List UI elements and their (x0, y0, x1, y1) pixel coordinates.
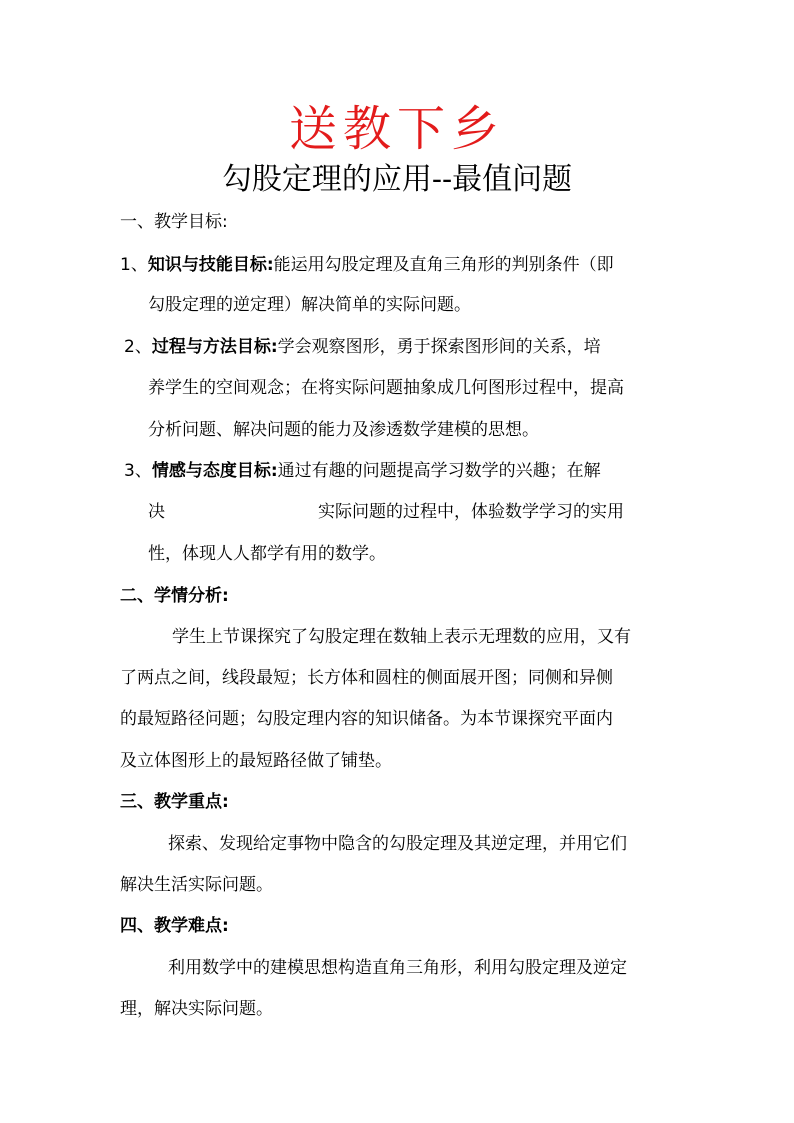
section-4-heading: 四、教学难点: (120, 916, 229, 936)
section-2-heading: 二、学情分析: (120, 586, 229, 606)
goal-1-line-2: 勾股定理的逆定理）解决简单的实际问题。 (148, 295, 471, 315)
goal-3-number: 3、 (124, 461, 152, 481)
goal-3-line-2b: 实际问题的过程中，体验数学学习的实用 (318, 502, 624, 522)
goal-2-line-2: 养学生的空间观念；在将实际问题抽象成几何图形过程中，提高 (148, 378, 624, 398)
goal-2-line-1 (124, 335, 601, 359)
goal-3-label: 情感与态度目标: (151, 461, 278, 481)
section-4-paragraph-line-1: 利用数学中的建模思想构造直角三角形，利用勾股定理及逆定 (168, 958, 627, 978)
goal-1-line-1 (120, 253, 614, 277)
goal-2-number: 2、 (124, 337, 152, 357)
goal-3-text: 通过有趣的问题提高学习数学的兴趣；在解 (277, 461, 601, 481)
goal-3-line-3: 性，体现人人都学有用的数学。 (148, 544, 386, 564)
goal-1-text: 能运用勾股定理及直角三角形的判别条件（即 (273, 255, 614, 275)
goal-2-text: 学会观察图形，勇于探索图形间的关系，培 (277, 337, 601, 357)
section-2-paragraph-line-1: 学生上节课探究了勾股定理在数轴上表示无理数的应用，又有 (172, 627, 631, 647)
goal-2-line-3: 分析问题、解决问题的能力及渗透数学建模的思想。 (148, 420, 539, 440)
document-subtitle: 勾股定理的应用--最值问题 (221, 162, 573, 197)
section-3-heading: 三、教学重点: (120, 792, 229, 812)
section-2-paragraph-line-2: 了两点之间，线段最短；长方体和圆柱的侧面展开图；同侧和异侧 (120, 668, 613, 688)
goal-3-line-1 (124, 459, 601, 483)
goal-1-number: 1、 (120, 255, 148, 275)
document-title: 送教下乡 (288, 101, 505, 157)
section-2-paragraph-line-3: 的最短路径问题；勾股定理内容的知识储备。为本节课探究平面内 (120, 709, 613, 729)
section-3-paragraph-line-2: 解决生活实际问题。 (120, 875, 273, 895)
section-2-paragraph-line-4: 及立体图形上的最短路径做了铺垫。 (120, 751, 392, 771)
section-3-paragraph-line-1: 探索、发现给定事物中隐含的勾股定理及其逆定理，并用它们 (168, 834, 627, 854)
goal-2-label: 过程与方法目标: (151, 337, 278, 357)
section-1-heading: 一、教学目标: (120, 212, 228, 232)
section-4-paragraph-line-2: 理，解决实际问题。 (120, 999, 273, 1019)
goal-3-line-2a: 决 (148, 502, 165, 522)
goal-1-label: 知识与技能目标: (147, 255, 274, 275)
